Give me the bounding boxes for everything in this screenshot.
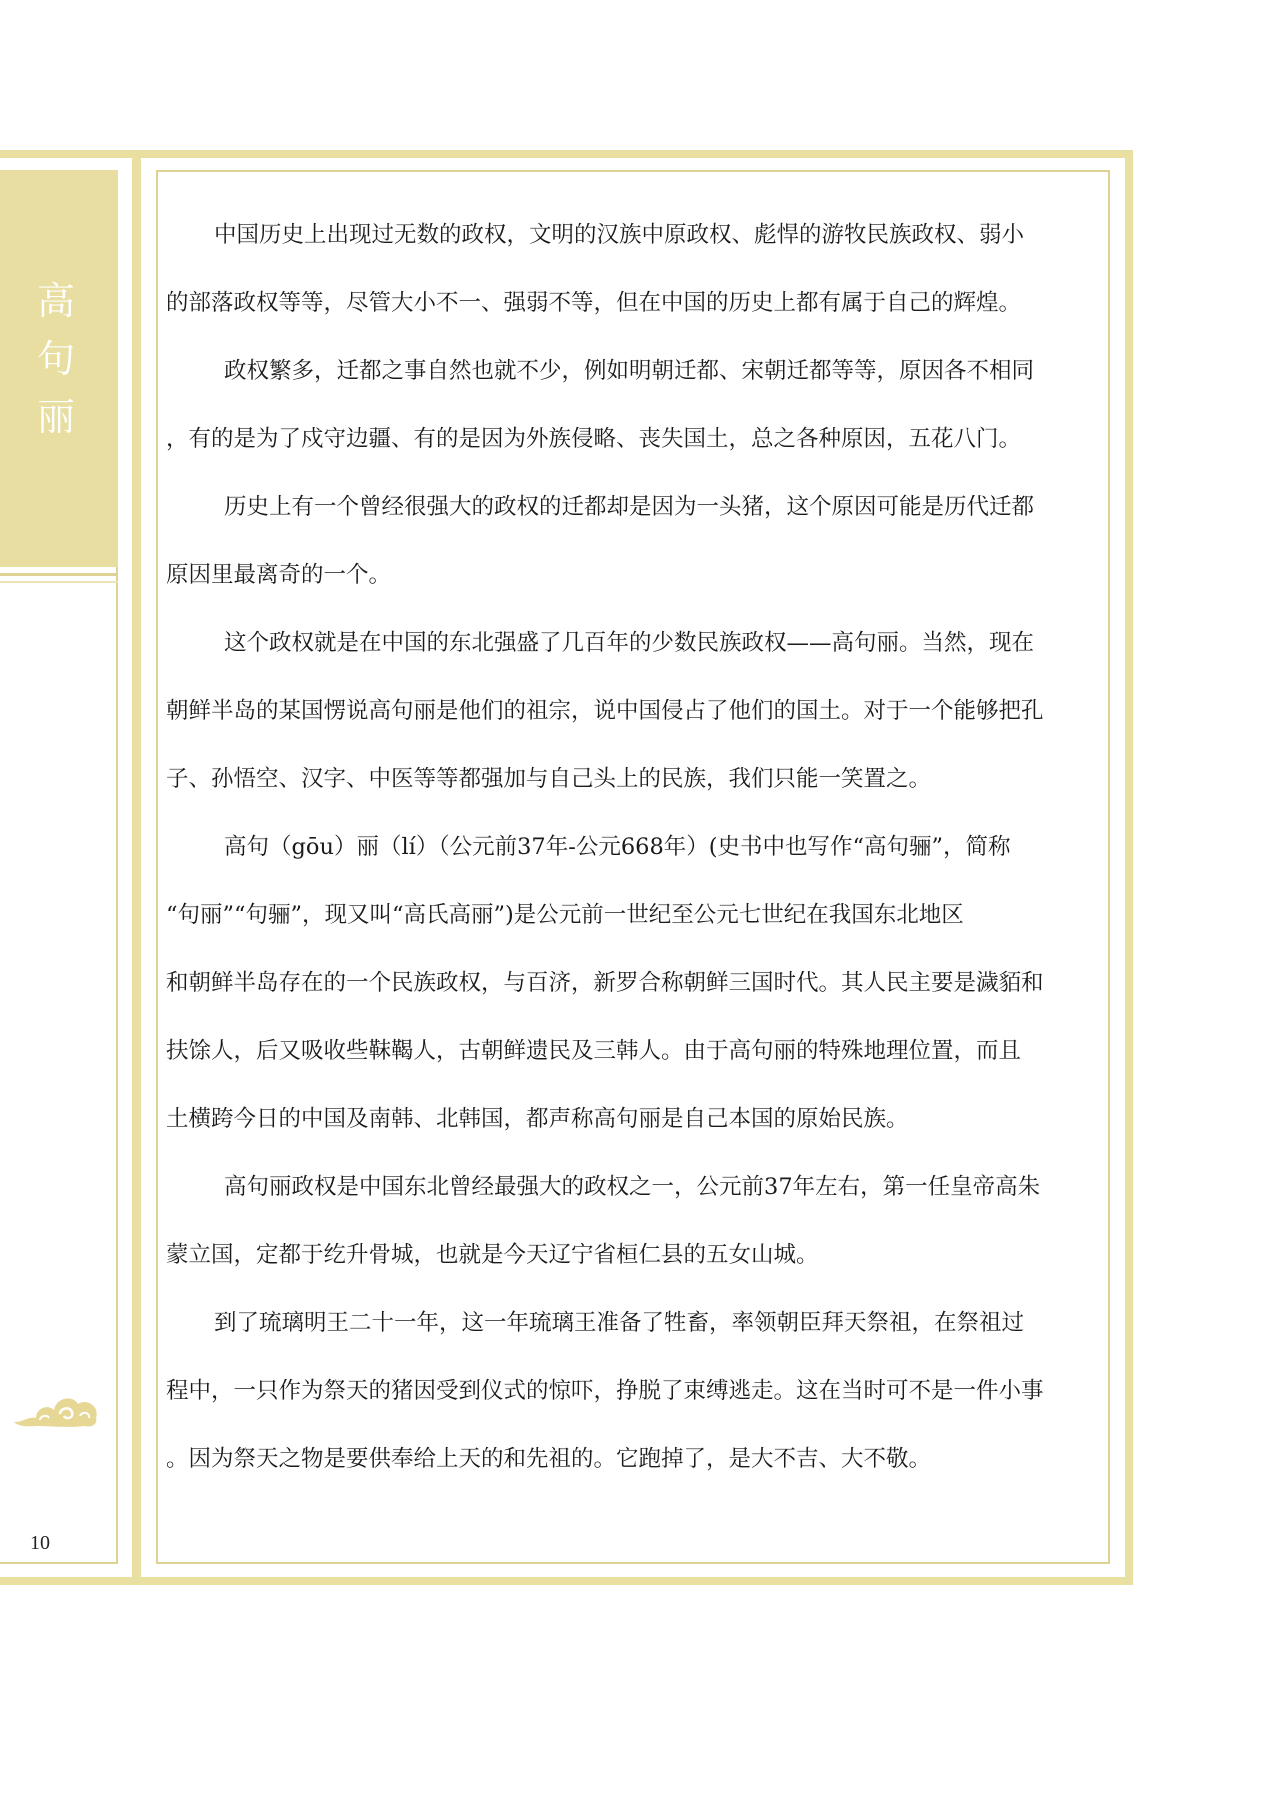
chapter-title-char: 句 bbox=[36, 337, 75, 381]
text-line: 的部落政权等等，尽管大小不一、强弱不等，但在中国的历史上都有属于自己的辉煌。 bbox=[166, 290, 1022, 316]
text-line: ，有的是为了戍守边疆、有的是因为外族侵略、丧失国土，总之各种原因，五花八门。 bbox=[166, 426, 1022, 452]
text-line: 这个政权就是在中国的东北强盛了几百年的少数民族政权——高句丽。当然，现在 bbox=[224, 630, 1035, 656]
text-line: 朝鲜半岛的某国愣说高句丽是他们的祖宗，说中国侵占了他们的国土。对于一个能够把孔 bbox=[166, 698, 1044, 724]
chapter-title-char: 丽 bbox=[36, 395, 75, 439]
text-line: 到了琉璃明王二十一年，这一年琉璃王准备了牲畜，率领朝臣拜天祭祖，在祭祖过 bbox=[214, 1310, 1025, 1336]
text-line: 土横跨今日的中国及南韩、北韩国，都声称高句丽是自己本国的原始民族。 bbox=[166, 1106, 909, 1132]
chapter-title bbox=[0, 272, 112, 446]
text-line: 高句（gōu）丽（lí）（公元前37年-公元668年）(史书中也写作“高句骊”，简称 bbox=[224, 834, 1011, 860]
text-line: 扶馀人，后又吸收些靺鞨人，古朝鲜遗民及三韩人。由于高句丽的特殊地理位置，而且 bbox=[166, 1038, 1022, 1064]
text-line: “句丽”“句骊”，现又叫“高氏高丽”)是公元前一世纪至公元七世纪在我国东北地区 bbox=[166, 902, 964, 928]
text-line: 程中，一只作为祭天的猪因受到仪式的惊吓，挣脱了束缚逃走。这在当时可不是一件小事 bbox=[166, 1378, 1044, 1404]
text-line: 蒙立国，定都于纥升骨城，也就是今天辽宁省桓仁县的五女山城。 bbox=[166, 1242, 819, 1268]
text-line: 和朝鲜半岛存在的一个民族政权，与百济，新罗合称朝鲜三国时代。其人民主要是濊貊和 bbox=[166, 970, 1044, 996]
text-line: 中国历史上出现过无数的政权，文明的汉族中原政权、彪悍的游牧民族政权、弱小 bbox=[214, 222, 1025, 248]
chapter-title-char: 高 bbox=[36, 279, 75, 323]
text-line: 。因为祭天之物是要供奉给上天的和先祖的。它跑掉了，是大不吉、大不敬。 bbox=[166, 1446, 932, 1472]
page-number: 10 bbox=[30, 1532, 50, 1554]
text-line: 子、孙悟空、汉字、中医等等都强加与自己头上的民族，我们只能一笑置之。 bbox=[166, 766, 932, 792]
text-line: 政权繁多，迁都之事自然也就不少，例如明朝迁都、宋朝迁都等等，原因各不相同 bbox=[224, 358, 1035, 384]
text-line: 高句丽政权是中国东北曾经最强大的政权之一，公元前37年左右，第一任皇帝高朱 bbox=[224, 1174, 1041, 1200]
text-line: 原因里最离奇的一个。 bbox=[166, 562, 392, 588]
cloud-icon bbox=[10, 1378, 102, 1434]
side-divider bbox=[0, 573, 118, 576]
side-divider-secondary bbox=[0, 581, 118, 583]
article-body bbox=[166, 220, 1100, 1512]
text-line: 历史上有一个曾经很强大的政权的迁都却是因为一头猪，这个原因可能是历代迁都 bbox=[224, 494, 1035, 520]
